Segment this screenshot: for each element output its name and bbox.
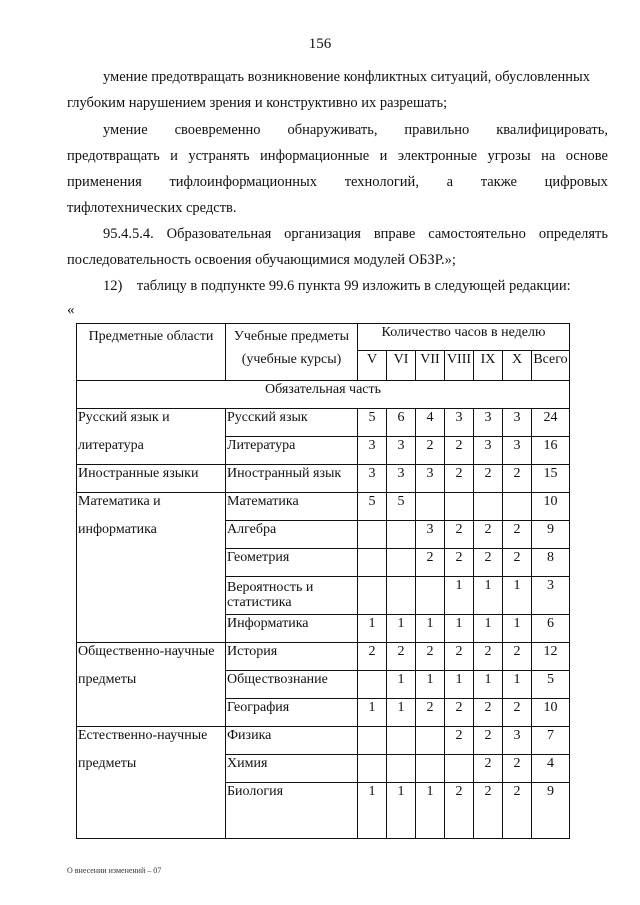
hours-cell: 2	[445, 437, 474, 465]
word: технологий,	[344, 174, 419, 190]
hours-cell	[445, 493, 474, 521]
hours-cell: 5	[358, 409, 387, 437]
hours-cell: 1	[503, 615, 532, 643]
paragraph-3	[67, 221, 608, 273]
hours-cell: 1	[387, 699, 416, 727]
justified-line	[67, 143, 608, 169]
subject-cell: Иностранный язык	[226, 465, 358, 493]
total-cell: 5	[532, 671, 570, 699]
word: своевременно	[174, 122, 261, 138]
word: Образовательная	[166, 226, 272, 242]
subject-cell: Русский язык	[226, 409, 358, 437]
hours-cell: 2	[445, 727, 474, 755]
subject-cell: Геометрия	[226, 549, 358, 577]
word: применения	[67, 174, 142, 190]
word: основе	[565, 148, 608, 164]
total-cell: 6	[532, 615, 570, 643]
hours-cell: 1	[474, 577, 503, 615]
area-name: Общественно-научные	[78, 644, 215, 659]
word: 95.4.5.4.	[103, 226, 154, 242]
hours-cell	[445, 755, 474, 783]
hours-cell	[416, 577, 445, 615]
hours-cell: 1	[474, 671, 503, 699]
section-row	[77, 381, 570, 409]
hours-cell: 3	[358, 437, 387, 465]
justified-line	[67, 117, 608, 143]
word: вправе	[373, 226, 416, 242]
area-name: Естественно-научные	[78, 728, 208, 743]
header-grade: X	[503, 351, 532, 381]
subjects-hours-table	[76, 323, 570, 839]
footer-note: О внесении изменений – 07	[67, 866, 162, 875]
hours-cell: 2	[387, 643, 416, 671]
word: умение	[103, 122, 148, 138]
table-header-row	[77, 324, 570, 351]
paragraph-1	[67, 64, 608, 116]
hours-cell	[358, 521, 387, 549]
hours-cell: 2	[503, 549, 532, 577]
hours-cell: 1	[416, 671, 445, 699]
hours-cell: 3	[416, 465, 445, 493]
header-subject-line2: (учебные курсы)	[226, 351, 358, 381]
subject-cell: Вероятность и статистика	[226, 577, 358, 615]
word: информационные	[260, 148, 370, 164]
hours-cell: 2	[474, 699, 503, 727]
total-cell: 10	[532, 493, 570, 521]
header-grade: VI	[387, 351, 416, 381]
hours-cell: 3	[445, 409, 474, 437]
hours-cell: 2	[474, 549, 503, 577]
word: определять	[538, 226, 608, 242]
total-cell: 9	[532, 783, 570, 839]
hours-cell: 2	[503, 465, 532, 493]
table-row	[77, 465, 570, 493]
hours-cell: 5	[358, 493, 387, 521]
header-grade: IX	[474, 351, 503, 381]
subject-cell: Литература	[226, 437, 358, 465]
area-name: литература	[78, 438, 144, 453]
hours-cell	[358, 755, 387, 783]
area-name: предметы	[78, 672, 137, 687]
word: угрозы	[487, 148, 531, 164]
area-cell	[77, 409, 226, 465]
hours-cell	[358, 549, 387, 577]
hours-cell: 3	[474, 437, 503, 465]
word: организация	[284, 226, 361, 242]
hours-cell: 2	[503, 521, 532, 549]
area-name: предметы	[78, 756, 137, 771]
hours-cell	[387, 755, 416, 783]
hours-cell: 1	[358, 615, 387, 643]
hours-cell: 2	[445, 643, 474, 671]
total-cell: 12	[532, 643, 570, 671]
hours-cell: 1	[474, 615, 503, 643]
hours-cell: 2	[445, 549, 474, 577]
hours-cell: 3	[387, 437, 416, 465]
hours-cell: 3	[503, 727, 532, 755]
hours-cell: 3	[387, 465, 416, 493]
text-line: последовательность освоения обучающимися модулей ОБЗР.»;	[67, 252, 456, 268]
hours-cell	[387, 549, 416, 577]
word: правильно	[404, 122, 470, 138]
hours-cell: 2	[445, 521, 474, 549]
hours-cell: 1	[445, 577, 474, 615]
text-line: 12) таблицу в подпункте 99.6 пункта 99 изложить в следующей редакции:	[103, 278, 571, 294]
hours-cell	[358, 577, 387, 615]
subject-cell: Информатика	[226, 615, 358, 643]
total-cell: 3	[532, 577, 570, 615]
hours-cell	[387, 577, 416, 615]
hours-cell	[503, 493, 532, 521]
hours-cell: 3	[358, 465, 387, 493]
subject-cell: Химия	[226, 755, 358, 783]
hours-cell: 2	[474, 465, 503, 493]
word: цифровых	[544, 174, 608, 190]
hours-cell: 1	[358, 699, 387, 727]
subject-cell: Математика	[226, 493, 358, 521]
header-area: Предметные области	[77, 324, 226, 381]
subject-cell: Физика	[226, 727, 358, 755]
word: квалифицировать,	[496, 122, 608, 138]
word: устранять	[188, 148, 250, 164]
total-cell: 24	[532, 409, 570, 437]
hours-cell: 1	[387, 783, 416, 839]
page-number: 156	[308, 36, 332, 52]
word: и	[379, 148, 388, 164]
hours-cell	[416, 755, 445, 783]
text-line: глубоким нарушением зрения и конструктивно их разрешать;	[67, 95, 448, 111]
hours-cell: 3	[503, 437, 532, 465]
hours-cell: 6	[387, 409, 416, 437]
header-grade: VII	[416, 351, 445, 381]
total-cell: 10	[532, 699, 570, 727]
hours-cell: 4	[416, 409, 445, 437]
subject-cell: История	[226, 643, 358, 671]
hours-cell: 2	[358, 643, 387, 671]
hours-cell: 2	[503, 783, 532, 839]
hours-cell: 2	[416, 437, 445, 465]
area-name: Русский язык и	[78, 410, 170, 425]
hours-cell: 1	[387, 671, 416, 699]
hours-cell: 2	[503, 699, 532, 727]
hours-cell: 2	[503, 755, 532, 783]
total-cell: 4	[532, 755, 570, 783]
word: на	[541, 148, 556, 164]
hours-cell: 2	[416, 643, 445, 671]
hours-cell: 2	[474, 783, 503, 839]
area-cell: Иностранные языки	[77, 465, 226, 493]
area-cell	[77, 643, 226, 727]
word: предотвращать	[67, 148, 160, 164]
section-title: Обязательная часть	[77, 381, 570, 409]
word: также	[480, 174, 517, 190]
word: электронные	[397, 148, 478, 164]
subject-cell: Биология	[226, 783, 358, 839]
hours-cell: 1	[387, 615, 416, 643]
total-cell: 9	[532, 521, 570, 549]
header-subject-line1: Учебные предметы	[226, 324, 358, 351]
area-name: Математика и	[78, 494, 161, 509]
table-row	[77, 493, 570, 521]
hours-cell: 2	[474, 727, 503, 755]
table-row	[77, 643, 570, 671]
word: тифлоинформационных	[169, 174, 318, 190]
paragraph-2	[67, 117, 608, 221]
total-cell: 7	[532, 727, 570, 755]
hours-cell: 5	[387, 493, 416, 521]
subject-cell: Алгебра	[226, 521, 358, 549]
word: обнаруживать,	[287, 122, 378, 138]
area-cell	[77, 493, 226, 643]
hours-cell: 2	[474, 643, 503, 671]
hours-cell: 3	[416, 521, 445, 549]
total-cell: 8	[532, 549, 570, 577]
area-name: информатика	[78, 522, 157, 537]
hours-cell	[416, 727, 445, 755]
header-hours: Количество часов в неделю	[358, 324, 570, 351]
hours-cell: 2	[445, 699, 474, 727]
paragraph-4	[67, 273, 608, 299]
word: и	[170, 148, 178, 164]
table-row	[77, 409, 570, 437]
text-line: умение предотвращать возникновение конфликтных ситуаций, обусловленных	[103, 69, 591, 85]
hours-cell: 2	[445, 783, 474, 839]
hours-cell: 1	[416, 615, 445, 643]
hours-cell	[387, 521, 416, 549]
justified-line	[67, 169, 608, 195]
hours-cell: 2	[503, 643, 532, 671]
hours-cell	[474, 493, 503, 521]
area-cell	[77, 727, 226, 839]
hours-cell: 2	[416, 549, 445, 577]
header-grade: V	[358, 351, 387, 381]
hours-cell: 1	[416, 783, 445, 839]
opening-quote: «	[67, 302, 75, 318]
word: самостоятельно	[428, 226, 526, 242]
hours-cell: 3	[503, 409, 532, 437]
subject-cell: Обществознание	[226, 671, 358, 699]
header-grade: VIII	[445, 351, 474, 381]
hours-cell: 1	[445, 671, 474, 699]
hours-cell	[358, 727, 387, 755]
hours-cell: 1	[358, 783, 387, 839]
total-cell: 15	[532, 465, 570, 493]
hours-cell	[358, 671, 387, 699]
subject-cell: География	[226, 699, 358, 727]
header-total: Всего	[532, 351, 570, 381]
hours-cell: 3	[474, 409, 503, 437]
word: а	[446, 174, 454, 190]
justified-line	[67, 221, 608, 247]
hours-cell	[387, 727, 416, 755]
total-cell: 16	[532, 437, 570, 465]
hours-cell: 2	[474, 521, 503, 549]
hours-cell: 2	[445, 465, 474, 493]
hours-cell: 2	[416, 699, 445, 727]
hours-cell	[416, 493, 445, 521]
hours-cell: 1	[503, 577, 532, 615]
hours-cell: 1	[503, 671, 532, 699]
hours-cell: 2	[474, 755, 503, 783]
text-line: тифлотехнических средств.	[67, 200, 237, 216]
table-row	[77, 727, 570, 755]
hours-cell: 1	[445, 615, 474, 643]
